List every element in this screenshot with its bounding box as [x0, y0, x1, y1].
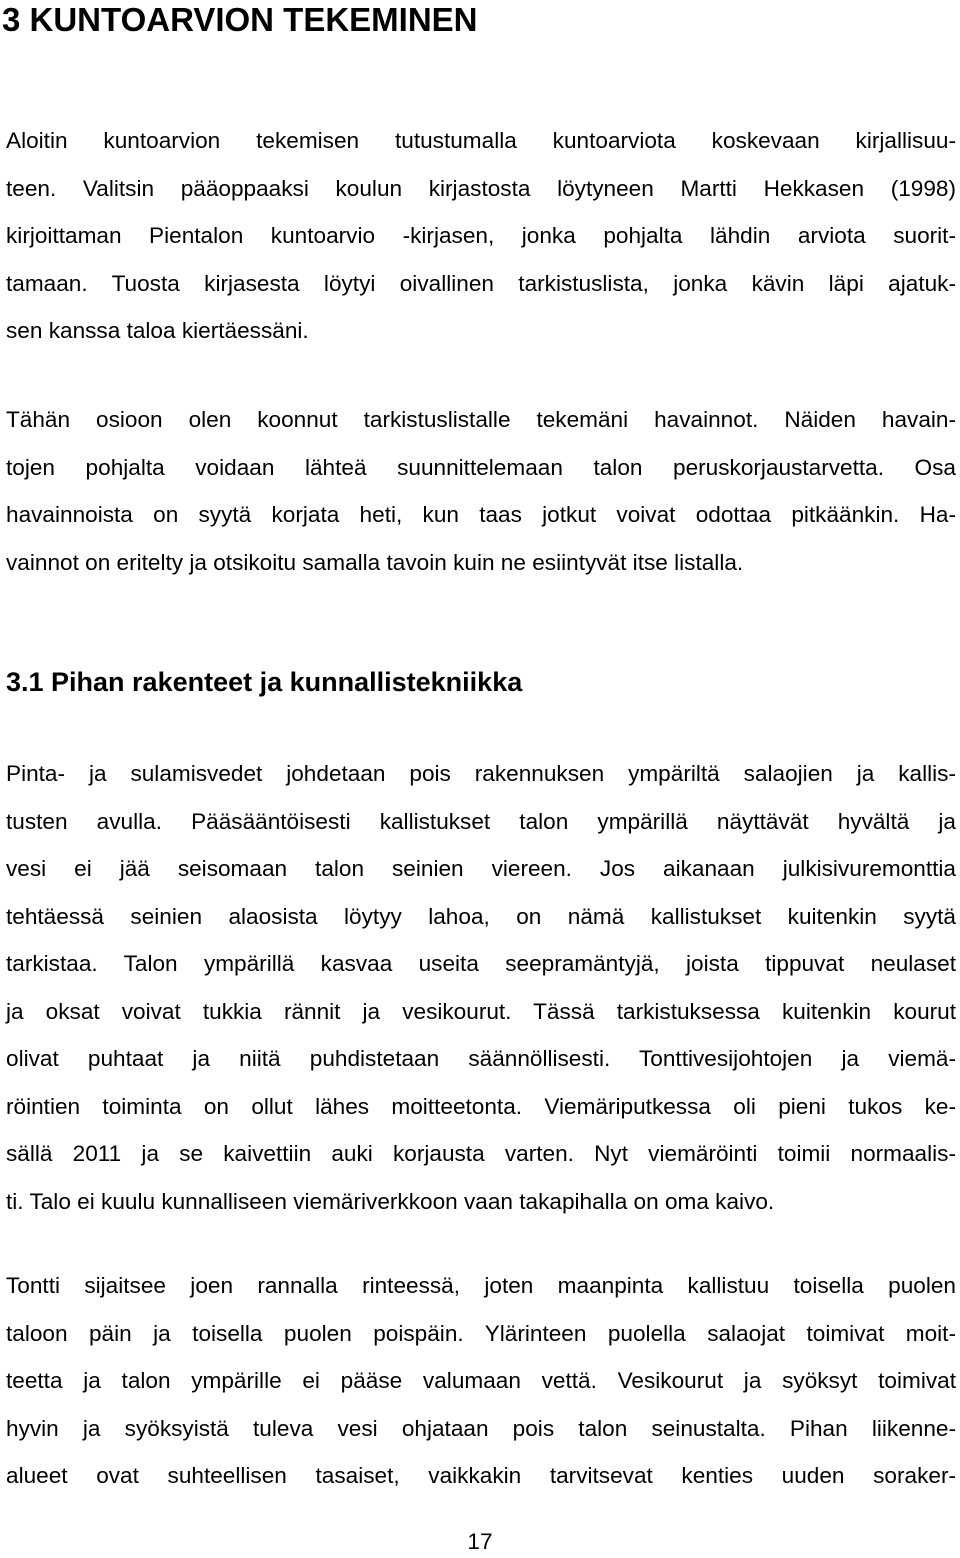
text-line: havainnoista on syytä korjata heti, kun taas jotkut voivat odottaa pitkäänkin. Ha- [6, 502, 956, 527]
text-line: Pinta- ja sulamisvedet johdetaan pois rakennuksen ympäriltä salaojien ja kallis- [6, 761, 956, 786]
text-line: sällä 2011 ja se kaivettiin auki korjausta varten. Nyt viemäröinti toimii normaalis- [6, 1141, 956, 1166]
text-line: sen kanssa taloa kiertäessäni. [6, 318, 309, 343]
text-line: vainnot on eritelty ja otsikoitu samalla tavoin kuin ne esiintyvät itse listalla. [6, 549, 744, 575]
text-line: röintien toiminta on ollut lähes moitteetonta. Viemäriputkessa oli pieni tukos ke- [6, 1093, 956, 1119]
text-line: Tähän osioon olen koonnut tarkistuslistalle tekemäni havainnot. Näiden havain- [6, 407, 956, 432]
text-line: alueet ovat suhteellisen tasaiset, vaikkakin tarvitsevat kenties uuden soraker- [6, 1463, 956, 1488]
text-line: kirjoittaman Pientalon kuntoarvio -kirjasen, jonka pohjalta lähdin arviota suorit- [6, 223, 956, 248]
chapter-title: 3 KUNTOARVION TEKEMINEN [2, 1, 478, 38]
text-line: ti. Talo ei kuulu kunnalliseen viemäriverkkoon vaan takapihalla on oma kaivo. [6, 1188, 775, 1214]
section-title: 3.1 Pihan rakenteet ja kunnallistekniikka [6, 667, 523, 697]
text-line: tehtäessä seinien alaosista löytyy lahoa, on nämä kallistukset kuitenkin syytä [6, 903, 956, 929]
text-line: tojen pohjalta voidaan lähteä suunnittelemaan talon peruskorjaustarvetta. Osa [6, 454, 956, 480]
text-line: hyvin ja syöksyistä tuleva vesi ohjataan pois talon seinustalta. Pihan liikenne- [6, 1415, 956, 1441]
text-line: vesi ei jää seisomaan talon seinien viereen. Jos aikanaan julkisivuremonttia [6, 856, 956, 881]
section-paragraph-1 [6, 750, 956, 1225]
text-line: Aloitin kuntoarvion tekemisen tutustumalla kuntoarviota koskevaan kirjallisuu- [6, 128, 956, 153]
text-line: Tontti sijaitsee joen rannalla rinteessä, joten maanpinta kallistuu toisella puolen [6, 1273, 956, 1298]
text-line: tamaan. Tuosta kirjasesta löytyi oivallinen tarkistuslista, jonka kävin läpi ajatuk- [6, 270, 956, 296]
section-paragraph-2 [6, 1262, 956, 1500]
text-line: ja oksat voivat tukkia rännit ja vesikourut. Tässä tarkistuksessa kuitenkin kourut [6, 998, 956, 1024]
text-line: olivat puhtaat ja niitä puhdistetaan säännöllisesti. Tonttivesijohtojen ja viemä- [6, 1046, 956, 1071]
text-line: taloon päin ja toisella puolen poispäin. Ylärinteen puolella salaojat toimivat moit- [6, 1320, 956, 1346]
page-number: 17 [467, 1529, 493, 1554]
intro-paragraph-2 [6, 396, 956, 586]
text-line: teen. Valitsin pääoppaaksi koulun kirjastosta löytyneen Martti Hekkasen (1998) [6, 175, 956, 201]
text-line: tarkistaa. Talon ympärillä kasvaa useita seepramäntyjä, joista tippuvat neulaset [6, 951, 956, 976]
intro-paragraph-1 [6, 117, 956, 355]
text-line: teetta ja talon ympärille ei pääse valumaan vettä. Vesikourut ja syöksyt toimivat [6, 1368, 956, 1393]
text-line: tusten avulla. Pääsääntöisesti kallistukset talon ympärillä näyttävät hyvältä ja [6, 808, 956, 834]
